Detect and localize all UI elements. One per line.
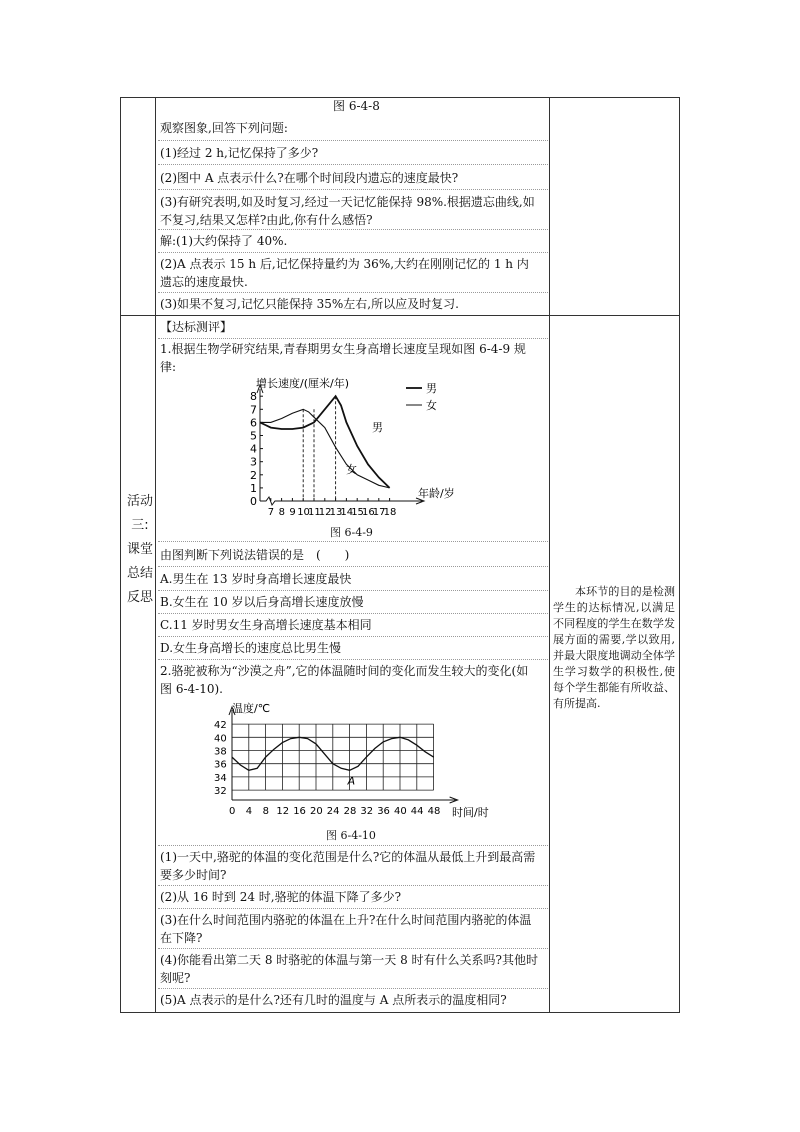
figure-caption-6-4-10: 图 6-4-10 [326,829,376,842]
x-tick-label: 15 [351,507,364,518]
y-tick-label: 4 [250,442,257,456]
separator [158,229,548,230]
point-a-label: A [347,774,356,788]
y-tick-label: 5 [250,429,257,443]
x-tick-label: 16 [362,507,375,518]
separator [158,659,548,660]
x-tick-label: 20 [310,806,323,817]
q1-option-d: D.女生身高增长的速度总比男生慢 [160,641,342,655]
x-tick-label: 11 [308,507,321,518]
activity-label-line: 三: [131,518,149,533]
question-1: (1)经过 2 h,记忆保持了多少? [160,146,319,160]
question-3: (3)有研究表明,如及时复习,经过一天记忆能保持 98%.根据遗忘曲线,如不复习,结果又怎样?由此,你有什么感悟? [160,195,535,227]
row-divider [121,315,679,316]
y-axis-label: 温度/℃ [232,702,271,715]
activity-label-line: 课堂 [126,542,153,557]
prompt-text: 观察图象,回答下列问题: [160,121,288,135]
figure-caption-6-4-9: 图 6-4-9 [330,526,373,539]
y-tick-label: 8 [250,390,257,404]
q1-option-a: A.男生在 13 岁时身高增长速度最快 [160,572,352,586]
x-tick-label: 12 [318,507,332,518]
answer-3: (3)如果不复习,记忆只能保持 35%左右,所以应及时复习. [160,297,459,311]
answer-2: (2)A 点表示 15 h 后,记忆保持量约为 36%,大约在刚刚记忆的 1 h 内遗忘的速度最快. [160,257,529,289]
separator [158,908,548,909]
q1-stem: 1.根据生物学研究结果,青春期男女生身高增长速度呈现如图 6-4-9 规律: [160,342,526,374]
x-tick-label: 36 [377,806,390,817]
x-tick-label: 4 [245,806,253,817]
y-tick-label: 2 [250,468,257,482]
activity-label-line: 反思 [126,590,153,605]
x-tick-label: 28 [343,806,357,817]
y-tick-label: 32 [214,786,227,798]
q2-subquestion-5: (5)A 点表示的是什么?还有几时的温度与 A 点所表示的温度相同? [160,993,507,1007]
x-tick-label: 12 [276,806,290,817]
q2-subquestion-2: (2)从 16 时到 24 时,骆驼的体温下降了多少? [160,890,402,904]
legend-label-male: 男 [426,382,437,395]
legend [406,382,437,412]
separator [158,292,548,293]
x-tick-label: 14 [340,507,354,518]
activity-label-line: 总结 [126,566,153,581]
x-axis-label: 时间/时 [452,806,489,819]
q2-subquestion-1: (1)一天中,骆驼的体温的变化范围是什么?它的体温从最低上升到最高需要多少时间? [160,850,536,882]
separator [158,338,548,339]
x-axis-label: 年龄/岁 [418,487,455,500]
activity-label-line: 活动 [126,494,153,509]
x-tick-label: 24 [326,806,340,817]
y-tick-label: 38 [214,746,227,758]
x-tick-label: 18 [383,507,397,518]
separator [158,252,548,253]
x-tick-label: 44 [410,806,424,817]
x-tick-label: 32 [360,806,374,817]
legend-label-female: 女 [426,399,437,412]
y-tick-label: 36 [214,759,227,771]
activity-label [126,490,154,610]
column-divider-2 [549,98,550,1012]
y-tick-label: 0 [250,495,257,508]
separator [158,566,548,567]
x-tick-label: 8 [262,806,269,817]
separator [158,541,548,542]
y-tick-label: 3 [250,455,257,469]
x-axis [260,497,422,505]
q2-subquestion-3: (3)在什么时间范围内骆驼的体温在上升?在什么时间范围内骆驼的体温在下降? [160,913,532,945]
y-tick-label: 6 [250,416,257,430]
growth-speed-chart [230,375,460,525]
separator [158,885,548,886]
q2-subquestion-4: (4)你能看出第二天 8 时骆驼的体温与第一天 8 时有什么关系吗?其他时刻呢? [160,953,538,985]
separator [158,948,548,949]
series-line-male [260,396,390,488]
column-divider-1 [155,98,156,1012]
question-2: (2)图中 A 点表示什么?在哪个时间段内遗忘的速度最快? [160,171,459,185]
q1-option-b: B.女生在 10 岁以后身高增长速度放慢 [160,595,364,609]
q2-stem: 2.骆驼被称为“沙漠之舟”,它的体温随时间的变化而发生较大的变化(如图 6-4-10). [160,664,529,696]
x-tick-label: 17 [372,507,386,518]
y-axis-label: 增长速度/(厘米/年) [256,377,349,390]
separator [158,613,548,614]
section-title: 【达标测评】 [160,320,233,334]
q1-question: 由图判断下列说法错误的是 ( ) [160,548,350,562]
separator [158,636,548,637]
y-tick-label: 34 [214,772,227,784]
y-tick-label: 42 [214,720,227,732]
series-label-male: 男 [372,421,383,434]
x-tick-label: 48 [427,806,441,817]
camel-temperature-chart [214,700,489,820]
figure-caption-6-4-8: 图 6-4-8 [333,99,380,113]
x-tick-label: 16 [293,806,306,817]
separator [158,590,548,591]
teaching-remark: 本环节的目的是检测学生的达标情况,以满足不同程度的学生在数学发展方面的需要,学以致用,并最大限度地调动全体学生学习数学的积极性,使每个学生都能有所收益、有所提高. [553,585,675,710]
x-tick-label: 7 [267,507,275,518]
y-tick-label: 7 [250,403,257,417]
x-tick-label: 8 [278,507,285,518]
q1-option-c: C.11 岁时男女生身高增长速度基本相同 [160,618,372,632]
separator [158,189,548,190]
series-line-female [260,409,390,488]
separator [158,988,548,989]
answer-1: 解:(1)大约保持了 40%. [160,234,288,248]
y-tick-label: 40 [214,733,227,745]
separator [158,140,548,141]
x-tick-label: 13 [329,507,343,518]
series-label-female: 女 [346,463,357,476]
x-tick-label: 40 [394,806,407,817]
x-tick-label: 10 [297,507,310,518]
x-tick-label: 9 [289,507,296,518]
y-tick-label: 1 [250,481,257,495]
x-tick-label: 0 [229,806,236,817]
separator [158,845,548,846]
separator [158,164,548,165]
